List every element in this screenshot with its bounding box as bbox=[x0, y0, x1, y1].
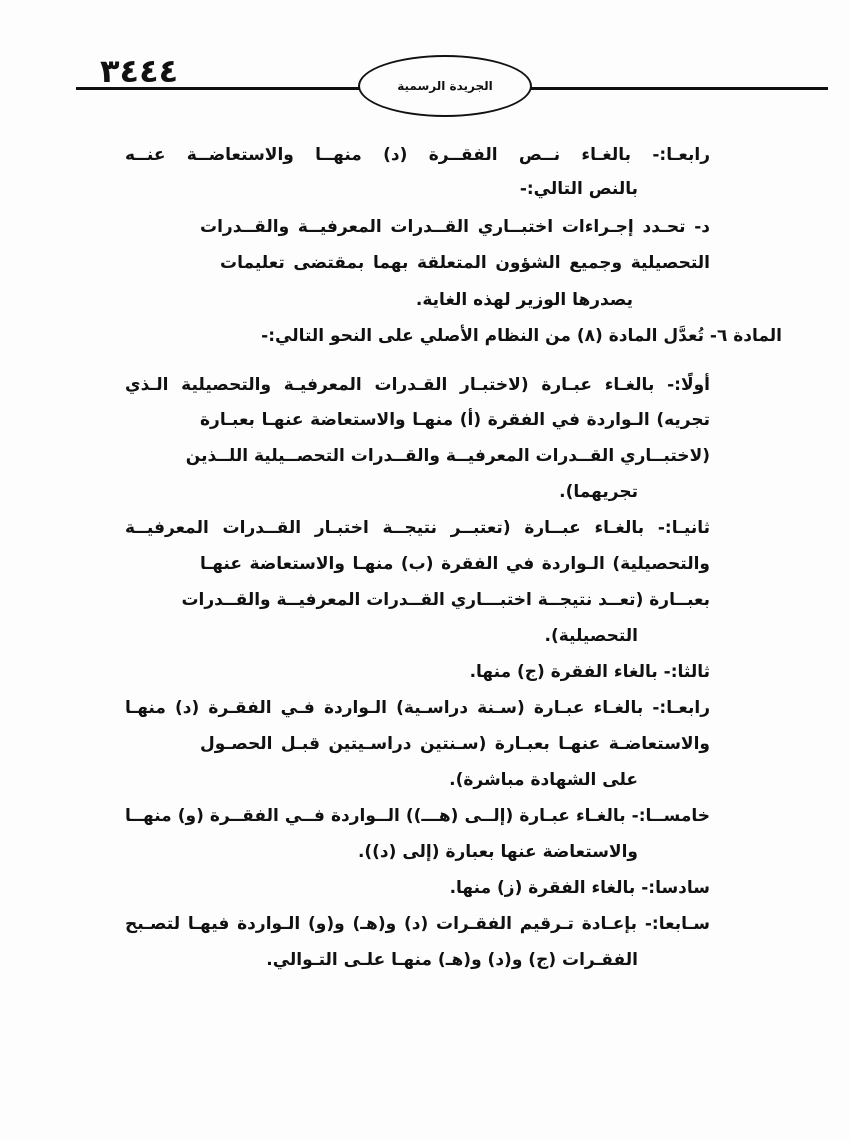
text-line-4: التحصيلية وجميع الشؤون المتعلقة بهما بمقتضى تعليمات bbox=[220, 253, 710, 273]
article-heading: المادة ٦- تُعدَّل المادة (٨) من النظام الأصلي على النحو التالي:- bbox=[261, 326, 782, 346]
page-number: ٣٤٤٤ bbox=[100, 52, 179, 90]
text-line-23: الفقـرات (ج) و(د) و(هـ) منهـا علـى التـوالي. bbox=[266, 950, 638, 970]
gazette-title-oval bbox=[358, 55, 532, 117]
text-line-11: ثانيـا:- بالغـاء عبــارة (تعتبــر نتيجــة اختبـار القــدرات المعرفيــة bbox=[125, 518, 710, 538]
text-line-8: تجريه) الـواردة في الفقرة (أ) منهـا والاستعاضة عنهـا بعبـارة bbox=[200, 410, 710, 430]
text-line-10: تجريهما). bbox=[559, 482, 638, 502]
text-line-21: سادسا:- بالغاء الفقرة (ز) منها. bbox=[449, 878, 710, 898]
text-line-1: رابعـا:- بالغـاء نــص الفقــرة (د) منهــا والاستعاضــة عنــه bbox=[125, 145, 710, 165]
text-line-13: بعبــارة (تعــد نتيجــة اختبـــاري القــدرات المعرفيــة والقــدرات bbox=[181, 590, 710, 610]
text-line-9: (لاختبــاري القــدرات المعرفيــة والقــدرات التحصــيلية اللــذين bbox=[185, 446, 710, 466]
text-line-18: على الشهادة مباشرة). bbox=[449, 770, 638, 790]
text-line-12: والتحصيلية) الـواردة في الفقرة (ب) منهـا والاستعاضة عنهـا bbox=[200, 554, 710, 574]
text-line-7: أولًا:- بالغـاء عبـارة (لاختبـار القـدرات المعرفيـة والتحصيلية الـذي bbox=[125, 375, 710, 395]
text-line-2: بالنص التالي:- bbox=[519, 179, 638, 199]
text-line-14: التحصيلية). bbox=[544, 626, 638, 646]
text-line-20: والاستعاضة عنها بعبارة (إلى (د)). bbox=[357, 842, 638, 862]
text-line-17: والاستعاضـة عنهـا بعبـارة (سـنتين دراسـيتين قبـل الحصـول bbox=[200, 734, 710, 754]
text-line-19: خامســا:- بالغـاء عبـارة (إلــى (هـــ)) الــواردة فــي الفقــرة (و) منهــا bbox=[125, 806, 710, 826]
text-line-3: د- تحـدد إجـراءات اختبــاري القــدرات المعرفيــة والقــدرات bbox=[200, 217, 710, 237]
text-line-5: يصدرها الوزير لهذه الغاية. bbox=[415, 290, 633, 310]
text-line-22: سـابعا:- بإعـادة تـرقيم الفقـرات (د) و(هـ) و(و) الـواردة فيهـا لتصـبح bbox=[125, 914, 710, 934]
text-line-15: ثالثا:- بالغاء الفقرة (ج) منها. bbox=[469, 662, 710, 682]
gazette-title: الجريدة الرسمية bbox=[397, 79, 493, 93]
text-line-16: رابعـا:- بالغـاء عبـارة (سـنة دراسـية) الـواردة فـي الفقـرة (د) منهـا bbox=[125, 698, 710, 718]
